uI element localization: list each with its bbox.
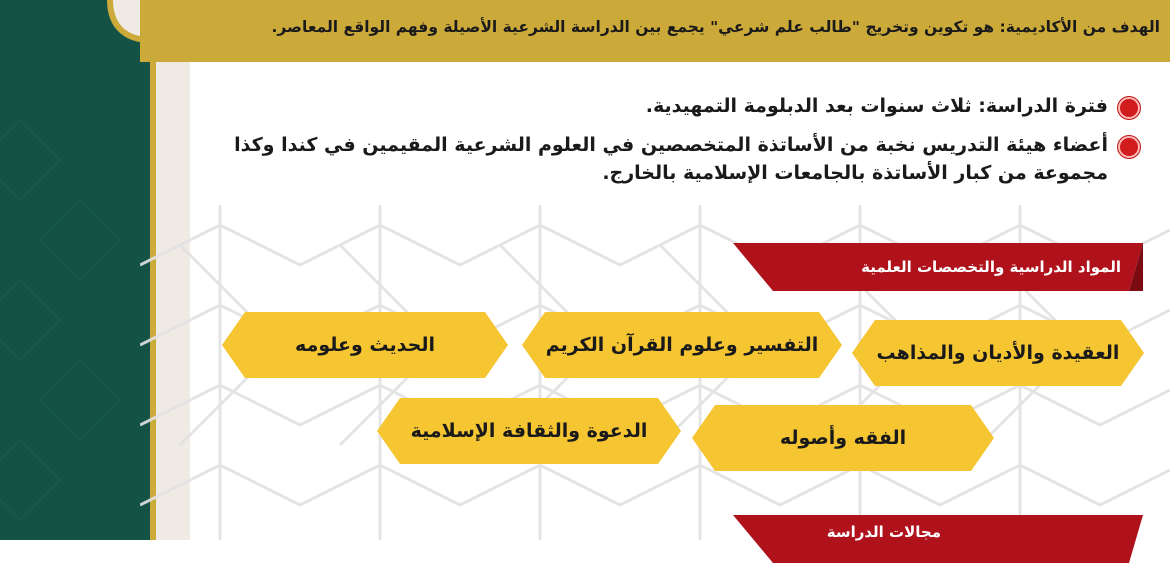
subject-label: الدعوة والثقافة الإسلامية — [410, 420, 648, 442]
subject-label: الحديث وعلومه — [295, 334, 435, 356]
subject-pill-hadith — [220, 310, 510, 380]
section-ribbon-fields — [733, 515, 1143, 563]
subject-label: الفقه وأصوله — [779, 427, 907, 449]
goal-banner — [140, 0, 1170, 62]
subject-pill-aqeedah — [850, 318, 1146, 388]
bullet-text: أعضاء هيئة التدريس نخبة من الأساتذة المتخصصين في العلوم الشرعية المقيمين في كندا وكذا مجموعة من كبار الأساتذة بالجامعات الإسلامية بالخارج. — [234, 134, 1108, 184]
bullet-text: فترة الدراسة: ثلاث سنوات بعد الدبلومة التمهيدية. — [645, 95, 1108, 117]
subject-label: التفسير وعلوم القرآن الكريم — [545, 334, 819, 356]
section-ribbon-subjects — [733, 243, 1143, 291]
subject-pill-dawah — [375, 396, 683, 466]
goal-text: الهدف من الأكاديمية: هو تكوين وتخريج "طالب علم شرعي" يجمع بين الدراسة الشرعية الأصيلة وفهم الواقع المعاصر. — [271, 18, 1160, 36]
bullet-dot-icon — [1118, 97, 1140, 119]
section-title: مجالات الدراسة — [826, 523, 941, 541]
bullet-faculty — [220, 131, 1140, 187]
section-title: المواد الدراسية والتخصصات العلمية — [861, 258, 1121, 276]
subject-pill-tafsir — [520, 310, 844, 380]
bullet-dot-icon — [1118, 136, 1140, 158]
subject-label: العقيدة والأديان والمذاهب — [876, 342, 1120, 364]
subject-pill-fiqh — [690, 403, 996, 473]
bullet-study-period — [646, 92, 1140, 120]
